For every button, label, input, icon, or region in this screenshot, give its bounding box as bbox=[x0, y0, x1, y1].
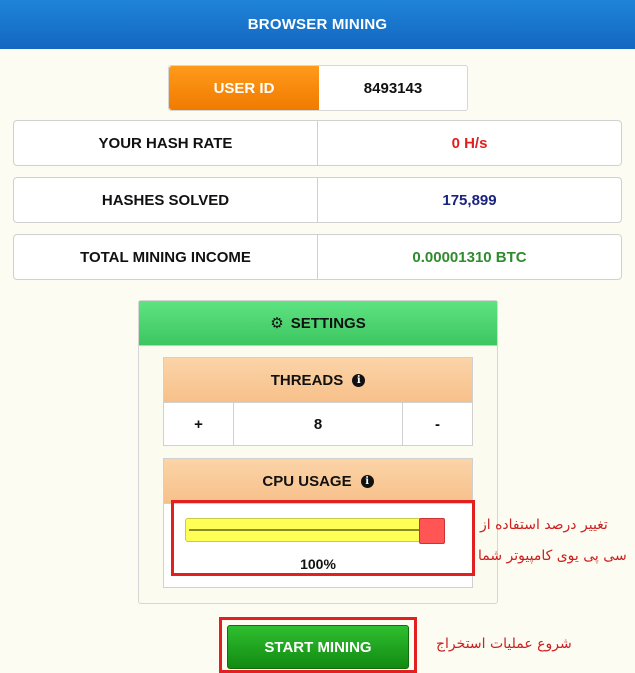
threads-label: THREADS bbox=[270, 371, 344, 389]
settings-header bbox=[139, 301, 497, 346]
mining-income-label: TOTAL MINING INCOME bbox=[14, 235, 318, 279]
hash-rate-label: YOUR HASH RATE bbox=[14, 121, 318, 165]
hashes-solved-value: 175,899 bbox=[442, 191, 497, 209]
cpu-usage-header bbox=[164, 459, 472, 504]
hash-rate-value: 0 H/s bbox=[451, 134, 488, 152]
user-id-value: 8493143 bbox=[363, 79, 423, 97]
cpu-annotation-line2: سی پی یوی کامپیوتر شما bbox=[478, 548, 627, 564]
cpu-usage-percent: 100% bbox=[300, 556, 336, 572]
threads-stepper bbox=[164, 403, 472, 445]
start-annotation: شروع عملیات استخراج bbox=[436, 636, 572, 652]
settings-title: SETTINGS bbox=[290, 314, 366, 332]
cpu-annotation-line1: تغییر درصد استفاده از bbox=[480, 517, 608, 533]
hash-rate-row bbox=[13, 120, 622, 166]
page-header bbox=[0, 0, 635, 49]
threads-decrease-button[interactable]: - bbox=[402, 403, 472, 445]
info-icon[interactable]: i bbox=[352, 374, 365, 387]
hashes-solved-label: HASHES SOLVED bbox=[14, 178, 318, 222]
threads-box bbox=[163, 357, 473, 446]
mining-income-value: 0.00001310 BTC bbox=[412, 248, 527, 266]
cpu-usage-label: CPU USAGE bbox=[262, 472, 352, 490]
gear-icon: ⚙ bbox=[270, 315, 284, 332]
threads-header bbox=[164, 358, 472, 403]
user-id-label: USER ID bbox=[169, 66, 319, 110]
mining-income-row bbox=[13, 234, 622, 280]
start-mining-button[interactable]: START MINING bbox=[227, 625, 409, 669]
hashes-solved-row bbox=[13, 177, 622, 223]
info-icon[interactable]: i bbox=[361, 475, 374, 488]
user-id-row bbox=[168, 65, 468, 111]
threads-value: 8 bbox=[313, 415, 323, 433]
cpu-highlight-box bbox=[171, 500, 475, 576]
page-title: BROWSER MINING bbox=[247, 16, 388, 33]
threads-increase-button[interactable]: + bbox=[164, 403, 234, 445]
